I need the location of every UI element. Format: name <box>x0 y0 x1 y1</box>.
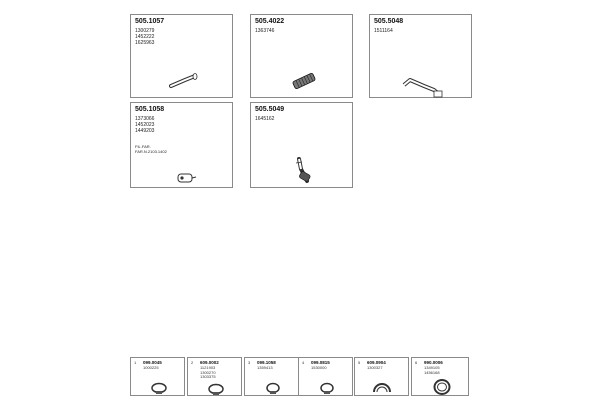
fitting-2 <box>187 357 242 396</box>
fitting-index: 4 <box>302 360 305 365</box>
fitting-ref: 1456168 <box>424 369 440 375</box>
part-ref: 1363746 <box>255 28 275 34</box>
part-ref: 1645162 <box>255 116 275 122</box>
clamp-icon <box>263 382 283 394</box>
part-card-3 <box>369 14 472 98</box>
fitting-code: 990.0006 <box>424 360 443 365</box>
flex-pipe-icon <box>289 71 319 91</box>
fitting-index: 2 <box>191 360 194 365</box>
part-note: FAR.N.2103.1402 <box>135 149 167 154</box>
part-card-5 <box>250 102 353 188</box>
part-code: 505.4022 <box>255 18 285 25</box>
fitting-code: 609.0002 <box>200 360 219 365</box>
fitting-index: 3 <box>248 360 251 365</box>
part-ref: 1300279 <box>135 28 155 34</box>
clamp-icon <box>149 382 169 394</box>
fitting-code: 609.0904 <box>367 360 386 365</box>
fitting-4 <box>298 357 353 396</box>
part-ref: 1625963 <box>135 40 155 46</box>
fitting-ref: 1300327 <box>367 365 383 370</box>
clamp-pipe-icon <box>175 171 197 185</box>
part-ref: 1449203 <box>135 128 155 134</box>
fitting-3 <box>244 357 299 396</box>
part-ref: 1373066 <box>135 116 155 122</box>
part-card-4 <box>130 102 233 188</box>
part-ref: 1452023 <box>135 122 155 128</box>
part-code: 505.5048 <box>374 18 404 25</box>
fitting-index: 6 <box>415 360 418 365</box>
exhaust-pipe-icon <box>400 73 444 99</box>
fitting-6 <box>411 357 469 396</box>
pipe-bend-icon <box>169 73 199 89</box>
fitting-code: 099.0045 <box>143 360 162 365</box>
part-card-1 <box>130 14 233 98</box>
fitting-ref: 1359413 <box>257 365 273 370</box>
part-ref: 1511164 <box>374 28 393 34</box>
fitting-ref: 1000225 <box>143 365 159 370</box>
part-code: 505.5049 <box>255 106 285 113</box>
gasket-icon <box>432 378 452 396</box>
fitting-ref: 1303375 <box>200 374 216 379</box>
fitting-ref: 1349105 <box>424 365 440 370</box>
fitting-5 <box>354 357 409 396</box>
sleeve-icon <box>371 380 393 394</box>
fitting-ref: 1121903 <box>200 365 216 370</box>
fitting-code: 099.1058 <box>257 360 276 365</box>
part-code: 505.1057 <box>135 18 165 25</box>
clamp-icon <box>317 382 337 394</box>
clamp-icon <box>206 383 226 395</box>
fitting-code: 099.0815 <box>311 360 330 365</box>
fitting-ref: 1300270 <box>200 369 216 375</box>
fitting-1 <box>130 357 185 396</box>
fitting-index: 5 <box>358 360 361 365</box>
fitting-index: 1 <box>134 360 137 365</box>
part-note: FIL.FAR. <box>135 144 151 149</box>
flex-elbow-icon <box>291 155 315 187</box>
fitting-ref: 1530000 <box>311 365 327 370</box>
part-ref: 1452222 <box>135 34 155 40</box>
part-code: 505.1058 <box>135 106 165 113</box>
part-card-2 <box>250 14 353 98</box>
